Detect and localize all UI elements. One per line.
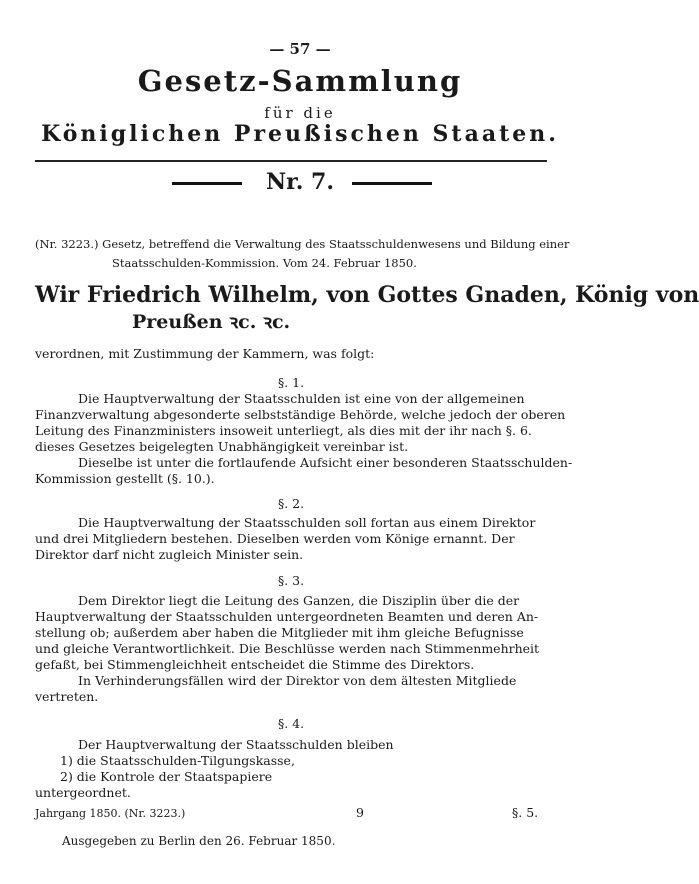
section-line: Dieselbe ist unter die fortlaufende Aufsicht einer besonderen Staatsschulden- (78, 455, 573, 470)
section-line: Die Hauptverwaltung der Staatsschulden soll fortan aus einem Direktor (78, 515, 536, 530)
gazette-title: Gesetz-Sammlung (137, 64, 463, 98)
section-line: stellung ob; außerdem aber haben die Mitglieder mit ihm gleiche Befugnisse (35, 625, 524, 640)
section-heading: §. 1. (277, 375, 305, 390)
gazette-subtitle: für die (264, 104, 336, 122)
section-heading: §. 3. (277, 573, 305, 588)
law-intro-line: (Nr. 3223.) Gesetz, betreffend die Verwaltung des Staatsschuldenwesens und Bildung einer (35, 237, 570, 251)
gazette-title-line2: Königlichen Preußischen Staaten. (41, 121, 559, 147)
preamble: Preußen ꝛc. ꝛc. (132, 311, 291, 333)
section-heading: §. 4. (277, 716, 305, 731)
section-line: Dem Direktor liegt die Leitung des Ganzen, die Disziplin über die der (78, 593, 520, 608)
catchword: §. 5. (512, 805, 539, 820)
section-line: Leitung des Finanzministers insoweit unterliegt, als dies mit der ihr nach §. 6. (35, 423, 532, 438)
section-line: vertreten. (35, 689, 99, 704)
section-line: untergeordnet. (35, 785, 131, 800)
section-line: Finanzverwaltung abgesonderte selbstständige Behörde, welche jedoch der oberen (35, 407, 566, 422)
header-rule (35, 160, 547, 162)
issue-date-line: Ausgegeben zu Berlin den 26. Februar 1850. (62, 834, 336, 848)
section-line: gefaßt, bei Stimmengleichheit entscheidet die Stimme des Direktors. (35, 657, 475, 672)
section-line: und drei Mitgliedern bestehen. Dieselben werden vom Könige ernannt. Der (35, 531, 515, 546)
list-item: 1) die Staatsschulden-Tilgungskasse, (60, 753, 295, 768)
decree-line: verordnen, mit Zustimmung der Kammern, was folgt: (35, 346, 375, 361)
section-line: Kommission gestellt (§. 10.). (35, 471, 215, 486)
section-line: und gleiche Verantwortlichkeit. Die Beschlüsse werden nach Stimmenmehrheit (35, 641, 540, 656)
page-number: — 57 — (269, 40, 331, 58)
section-heading: §. 2. (277, 496, 305, 511)
section-line: Direktor darf nicht zugleich Minister sein. (35, 547, 304, 562)
section-line: Der Hauptverwaltung der Staatsschulden bleiben (78, 737, 394, 752)
sheet-number: 9 (356, 805, 364, 820)
volume-note: Jahrgang 1850. (Nr. 3223.) (35, 807, 186, 820)
preamble: Wir Friedrich Wilhelm, von Gottes Gnaden, König von (35, 282, 699, 308)
law-intro-line: Staatsschulden-Kommission. Vom 24. Februar 1850. (112, 256, 417, 270)
section-line: In Verhinderungsfällen wird der Direktor von dem ältesten Mitgliede (78, 673, 517, 688)
list-item: 2) die Kontrole der Staatspapiere (60, 769, 273, 784)
section-line: Die Hauptverwaltung der Staatsschulden ist eine von der allgemeinen (78, 391, 525, 406)
section-line: dieses Gesetzes beigelegten Unabhängigkeit vereinbar ist. (35, 439, 409, 454)
section-line: Hauptverwaltung der Staatsschulden untergeordneten Beamten und deren An- (35, 609, 539, 624)
issue-rule-right (352, 182, 432, 185)
issue-number: Nr. 7. (266, 169, 334, 195)
